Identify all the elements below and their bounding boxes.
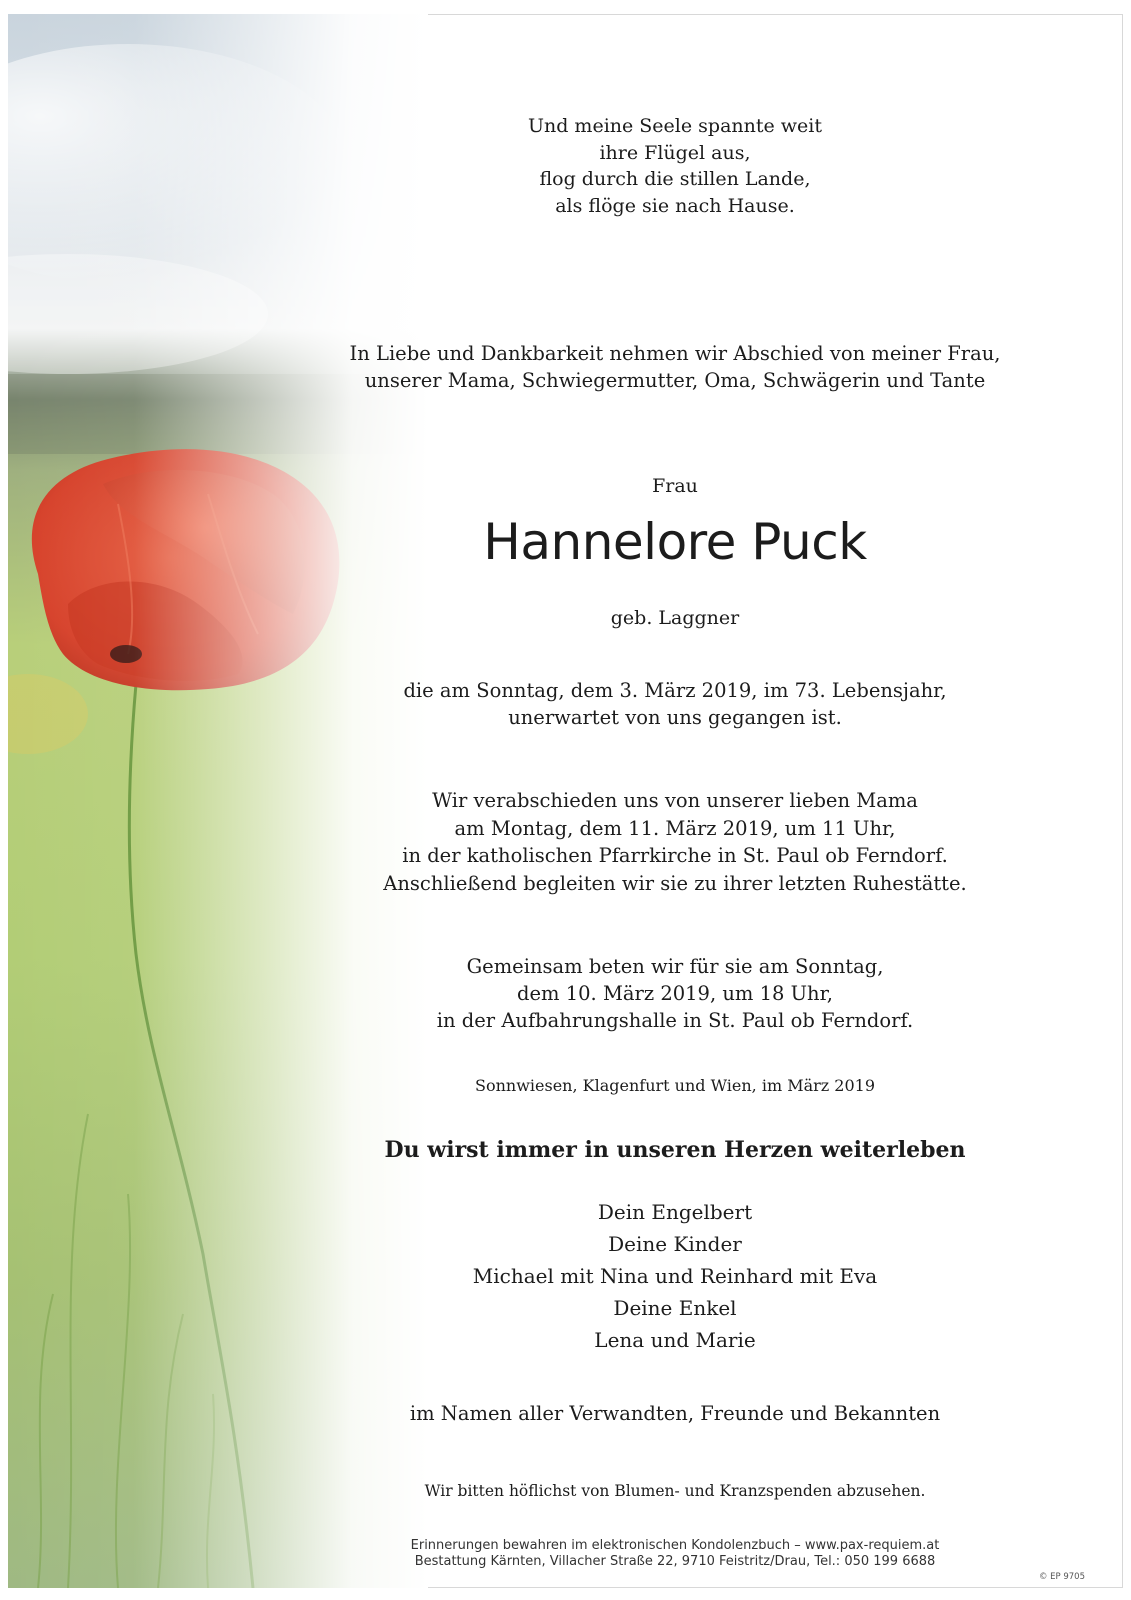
funeral-line: Wir verabschieden uns von unserer lieben Mama xyxy=(432,789,918,812)
flowers-note: Wir bitten höflichst von Blumen- und Kranzspenden abzusehen. xyxy=(424,1482,926,1500)
funeral-line: in der katholischen Pfarrkirche in St. Paul ob Ferndorf. xyxy=(402,844,948,867)
funeral-line: Anschließend begleiten wir sie zu ihrer letzten Ruhestätte. xyxy=(383,871,967,895)
prayer-line: dem 10. März 2019, um 18 Uhr, xyxy=(517,982,833,1005)
family-line: Deine Enkel xyxy=(613,1296,737,1320)
footer xyxy=(340,1538,1010,1570)
poem-line: flog durch die stillen Lande, xyxy=(539,168,811,190)
birth-name: geb. Laggner xyxy=(610,607,740,629)
prayer-info xyxy=(340,953,1010,1034)
funeral-info xyxy=(340,787,1010,897)
poem-line: als flöge sie nach Hause. xyxy=(555,194,795,217)
form-code: © EP 9705 xyxy=(1038,1572,1085,1582)
prayer-line: in der Aufbahrungshalle in St. Paul ob Ferndorf. xyxy=(436,1009,914,1032)
obituary-content xyxy=(340,0,1010,1600)
intro-line: unserer Mama, Schwiegermutter, Oma, Schwägerin und Tante xyxy=(364,369,986,392)
prayer-line: Gemeinsam beten wir für sie am Sonntag, xyxy=(466,955,884,978)
deceased-name: Hannelore Puck xyxy=(483,513,867,571)
footer-condolence: Erinnerungen bewahren im elektronischen Kondolenzbuch – www.pax-requiem.at xyxy=(410,1538,940,1553)
death-line: die am Sonntag, dem 3. März 2019, im 73. Lebensjahr, xyxy=(403,679,947,702)
intro-line: In Liebe und Dankbarkeit nehmen wir Abschied von meiner Frau, xyxy=(349,342,1001,365)
funeral-line: am Montag, dem 11. März 2019, um 11 Uhr, xyxy=(454,816,896,840)
relatives-note: im Namen aller Verwandten, Freunde und Bekannten xyxy=(409,1402,941,1425)
poem-line: Und meine Seele spannte weit xyxy=(527,115,823,137)
salutation: Frau xyxy=(652,475,698,497)
motto: Du wirst immer in unseren Herzen weiterleben xyxy=(384,1137,966,1163)
footer-funeral-home: Bestattung Kärnten, Villacher Straße 22, 9710 Feistritz/Drau, Tel.: 050 199 6688 xyxy=(414,1554,936,1569)
family-list xyxy=(340,1196,1010,1356)
family-line: Michael mit Nina und Reinhard mit Eva xyxy=(472,1264,878,1288)
family-line: Dein Engelbert xyxy=(597,1200,753,1224)
family-line: Lena und Marie xyxy=(594,1328,756,1352)
family-line: Deine Kinder xyxy=(608,1232,742,1256)
poem xyxy=(340,113,1010,219)
death-line: unerwartet von uns gegangen ist. xyxy=(508,706,842,729)
death-notice xyxy=(340,677,1010,731)
intro-text xyxy=(340,340,1010,394)
place-date: Sonnwiesen, Klagenfurt und Wien, im März 2019 xyxy=(475,1076,875,1095)
poem-line: ihre Flügel aus, xyxy=(599,141,751,164)
